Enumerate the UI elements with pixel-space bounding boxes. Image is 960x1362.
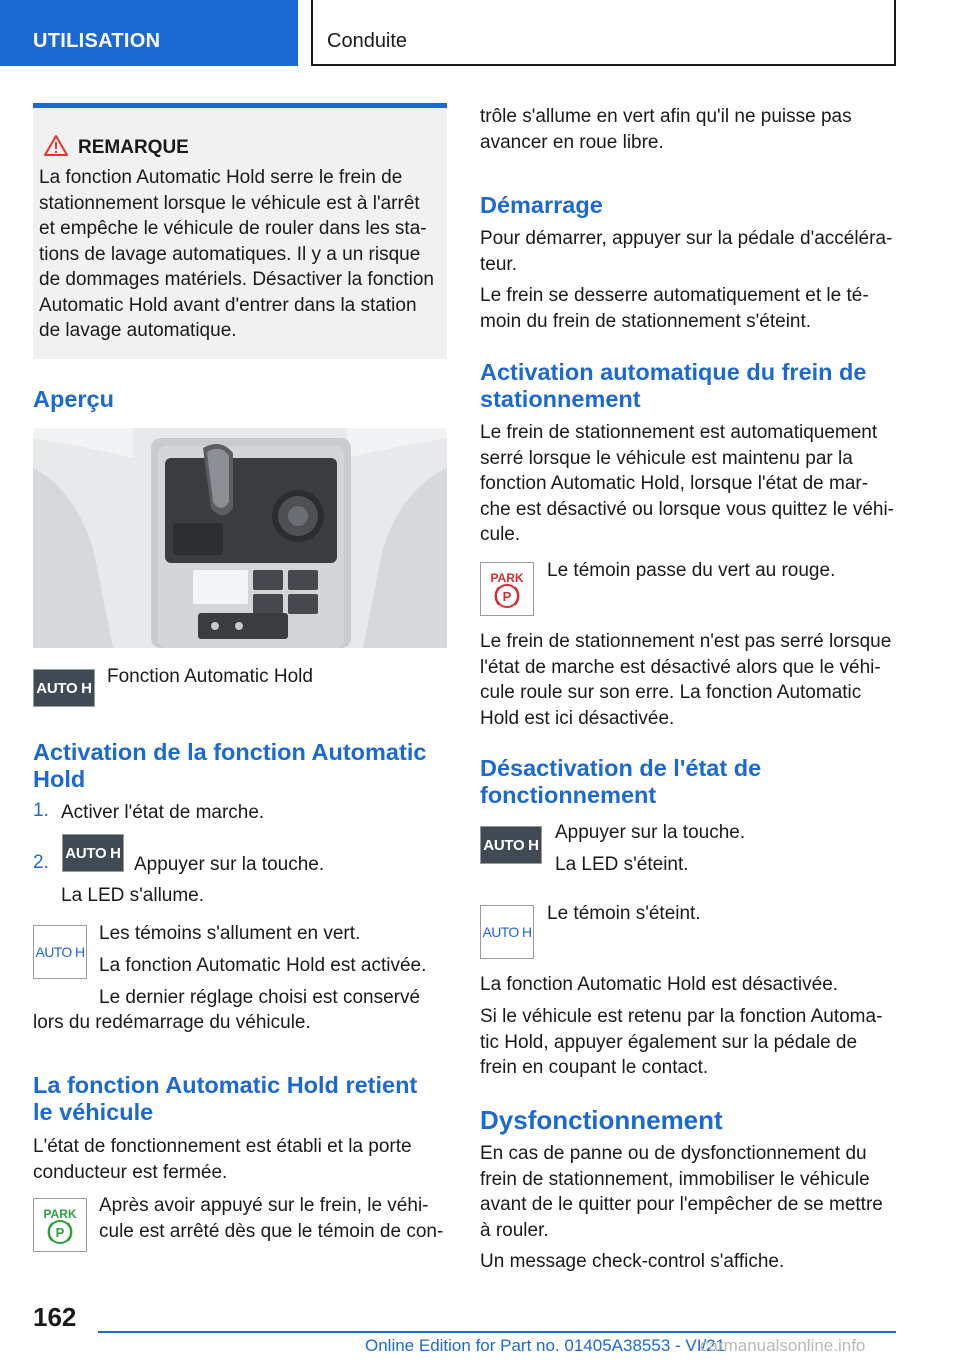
warning-icon	[43, 134, 69, 157]
note-title: REMARQUE	[78, 137, 189, 158]
svg-text:P: P	[502, 589, 512, 604]
footer-divider	[98, 1331, 896, 1333]
step-number: 2.	[33, 852, 49, 873]
led-on-text: La LED s'allume.	[61, 885, 205, 906]
setting-kept-text-cont: lors du redémarrage du véhicule.	[33, 1012, 311, 1033]
heading-apercu: Aperçu	[33, 386, 114, 412]
activated-text: La fonction Automatic Hold est activée.	[99, 955, 427, 976]
svg-text:PARK: PARK	[43, 1207, 77, 1221]
led-off-text: La LED s'éteint.	[555, 854, 689, 875]
park-green-paragraph: Après avoir appuyé sur le frein, le véhi- cule est arrêté dès que le témoin de con-	[99, 1195, 444, 1242]
step-text: Activer l'état de marche.	[61, 802, 265, 823]
heading-demarrage: Démarrage	[480, 192, 603, 218]
activation-auto-paragraph-2: Le frein de stationnement n'est pas serré lorsque l'état de marche est désactivé alors que le véhi- cule roule sur son erre. La fonction Automatic Hold est ici désactivée.	[480, 631, 892, 729]
heading-activation-automatique: Activation automatique du frein de stationnement	[480, 359, 867, 412]
heading-desactivation: Désactivation de l'état de fonctionnement	[480, 755, 762, 808]
header-section-tab	[0, 0, 298, 66]
watermark: carmanualsonline.info	[700, 1336, 866, 1355]
park-indicator-green-icon	[33, 1198, 87, 1252]
auto-h-button-icon: AUTO H	[480, 826, 542, 864]
demarrage-paragraph-1: Pour démarrer, appuyer sur la pédale d'accéléra- teur.	[480, 228, 893, 275]
indicator-green-text: Les témoins s'allument en vert.	[99, 923, 361, 944]
retient-paragraph: L'état de fonctionnement est établi et la porte conducteur est fermée.	[33, 1136, 412, 1183]
heading-dysfonctionnement: Dysfonctionnement	[480, 1105, 723, 1135]
heading-activation: Activation de la fonction Automatic Hold	[33, 739, 427, 792]
auto-h-indicator-icon: AUTO H	[33, 925, 87, 979]
auto-h-indicator-icon: AUTO H	[480, 905, 534, 959]
footer-edition: Online Edition for Part no. 01405A38553 - VI/21	[365, 1336, 726, 1355]
header-chapter-label: Conduite	[327, 30, 408, 52]
note-body: La fonction Automatic Hold serre le frein de stationnement lorsque le véhicule est à l'arrêt et empêche le véhicule de rouler dans les sta- tions de lavage automatiques. Il y a un risque de dommages matériels. Désactiver la fonction Automatic Hold avant d'entrer dans la station de lavage automatique.	[39, 167, 434, 341]
heading-retient: La fonction Automatic Hold retient le véhicule	[33, 1072, 418, 1125]
caption-automatic-hold: Fonction Automatic Hold	[107, 666, 313, 687]
deactivated-text: La fonction Automatic Hold est désactivée.	[480, 974, 839, 995]
auto-h-button-icon: AUTO H	[62, 834, 124, 872]
auto-h-button-icon: AUTO H	[33, 669, 95, 707]
step-text: Appuyer sur la touche.	[134, 854, 325, 875]
demarrage-paragraph-2: Le frein se desserre automatiquement et le té- moin du frein de stationnement s'éteint.	[480, 285, 869, 332]
note-box	[33, 103, 447, 359]
check-control-text: Un message check-control s'affiche.	[480, 1251, 785, 1272]
indicator-red-text: Le témoin passe du vert au rouge.	[547, 560, 836, 581]
indicator-off-text: Le témoin s'éteint.	[547, 903, 701, 924]
park-green-paragraph-cont: trôle s'allume en vert afin qu'il ne puisse pas avancer en roue libre.	[480, 106, 852, 153]
desactivation-paragraph: Si le véhicule est retenu par la fonction Automa- tic Hold, appuyer également sur la pédale de frein en coupant le contact.	[480, 1006, 883, 1078]
header-section-label: UTILISATION	[33, 30, 161, 52]
dysfonctionnement-paragraph: En cas de panne ou de dysfonctionnement du frein de stationnement, immobiliser le véhicule avant de le quitter pour l'empêcher de se mettre à rouler.	[480, 1143, 883, 1241]
page-number: 162	[33, 1302, 77, 1332]
activation-auto-paragraph: Le frein de stationnement est automatiquement serré lorsque le véhicule est maintenu par la fonction Automatic Hold, lorsque l'état de mar- che est désactivé ou lorsque vous quittez le véhi- cule.	[480, 422, 895, 545]
svg-text:PARK: PARK	[490, 571, 524, 585]
setting-kept-text: Le dernier réglage choisi est conservé	[99, 987, 421, 1008]
press-button-text: Appuyer sur la touche.	[555, 822, 746, 843]
center-console-photo	[33, 428, 447, 648]
step-number: 1.	[33, 800, 49, 821]
header-chapter-tab	[311, 0, 896, 66]
svg-text:P: P	[55, 1225, 65, 1240]
park-indicator-red-icon	[480, 562, 534, 616]
